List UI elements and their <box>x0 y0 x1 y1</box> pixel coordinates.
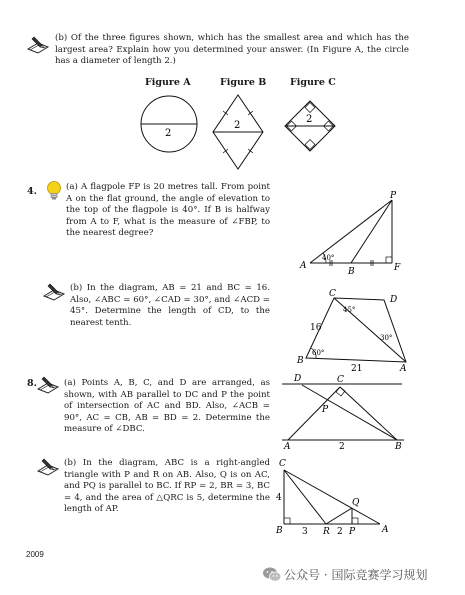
point-d-label: D <box>294 374 302 384</box>
wechat-icon <box>262 566 282 583</box>
figure-a-circle <box>138 93 200 155</box>
question-4a: (a) A flagpole FP is 20 metres tall. From point A on the flat ground, the angle of elevation to the top of the flagpole is 40°. If B is halfway from A to F, what is the measure of ∠FBP, to the nearest degree? <box>66 182 270 239</box>
point-b-label: B <box>297 356 304 366</box>
point-b-label: B <box>395 442 402 452</box>
watermark-text: 公众号 · 国际竞赛学习规划 <box>284 568 428 582</box>
point-b-label: B <box>348 267 355 276</box>
length-21-label: 21 <box>351 364 363 374</box>
length-16-label: 16 <box>310 323 322 333</box>
point-c-label: C <box>279 459 286 469</box>
length-4-label: 4 <box>276 493 282 503</box>
point-p-label: P <box>349 527 356 537</box>
pencil-paper-icon <box>36 373 62 395</box>
length-3-label: 3 <box>302 527 308 537</box>
point-d-label: D <box>390 295 398 305</box>
point-a-label: A <box>382 525 389 535</box>
figure-flagpole <box>296 190 414 276</box>
point-a-label: A <box>400 364 407 374</box>
figure-quadrilateral <box>294 288 414 374</box>
point-c-label: C <box>329 289 336 299</box>
figure-b-rhombus <box>210 92 266 172</box>
point-r-label: R <box>323 527 330 537</box>
question-8b: (b) In the diagram, ABC is a right-angled triangle with P and R on AB. Also, Q is on AC, and PQ is parallel to BC. If RP = 2, BR = 3, BC = 4, and the area of △QRC is 5, determine the length of AP. <box>64 458 270 515</box>
question-8a: (a) Points A, B, C, and D are arranged, as shown, with AB parallel to DC and P the point of intersection of AC and BD. Also, ∠ACB = 90°, AC = CB, AB = BD = 2. Determine the measure of ∠DBC. <box>64 378 270 435</box>
point-a-label: A <box>300 261 307 271</box>
footer-year: 2009 <box>26 550 44 559</box>
angle-40-label: 40° <box>322 254 335 262</box>
point-a-label: A <box>284 442 291 452</box>
length-2-label: 2 <box>337 527 343 537</box>
figure-parallel-lines <box>274 372 414 452</box>
figure-c-square <box>282 98 338 154</box>
angle-60-label: 60° <box>312 349 325 357</box>
point-p-label: P <box>322 405 329 415</box>
pencil-paper-icon <box>42 280 68 302</box>
question-4b: (b) In the diagram, AB = 21 and BC = 16. Also, ∠ABC = 60°, ∠CAD = 30°, and ∠ACD = 45°. Determine the length of CD, to the nearest tenth. <box>70 283 270 328</box>
figure-a-label: Figure A <box>145 77 191 88</box>
question-number-8: 8. <box>27 378 37 389</box>
lightbulb-icon <box>44 180 64 202</box>
question-number-4: 4. <box>27 186 37 197</box>
point-c-label: C <box>337 375 344 385</box>
point-f-label: F <box>394 263 401 273</box>
pencil-paper-icon <box>36 455 62 477</box>
angle-30-label: 30° <box>380 334 393 342</box>
figure-b-value: 2 <box>234 120 241 131</box>
question-part-b: (b) Of the three figures shown, which has the smallest area and which has the largest area? Explain how you determined your answer. (In Figure A, the circle has a diameter of length 2.) <box>55 33 409 67</box>
figure-c-value: 2 <box>306 114 313 125</box>
figure-right-triangle <box>272 458 396 538</box>
point-p-label: P <box>390 191 397 201</box>
point-q-label: Q <box>352 498 360 508</box>
length-2-label: 2 <box>339 442 345 452</box>
figure-b-label: Figure B <box>220 77 267 88</box>
figure-c-label: Figure C <box>290 77 336 88</box>
figure-a-value: 2 <box>165 128 172 139</box>
point-b-label: B <box>276 526 283 536</box>
angle-45-label: 45° <box>343 306 356 314</box>
pencil-paper-icon <box>26 33 52 55</box>
